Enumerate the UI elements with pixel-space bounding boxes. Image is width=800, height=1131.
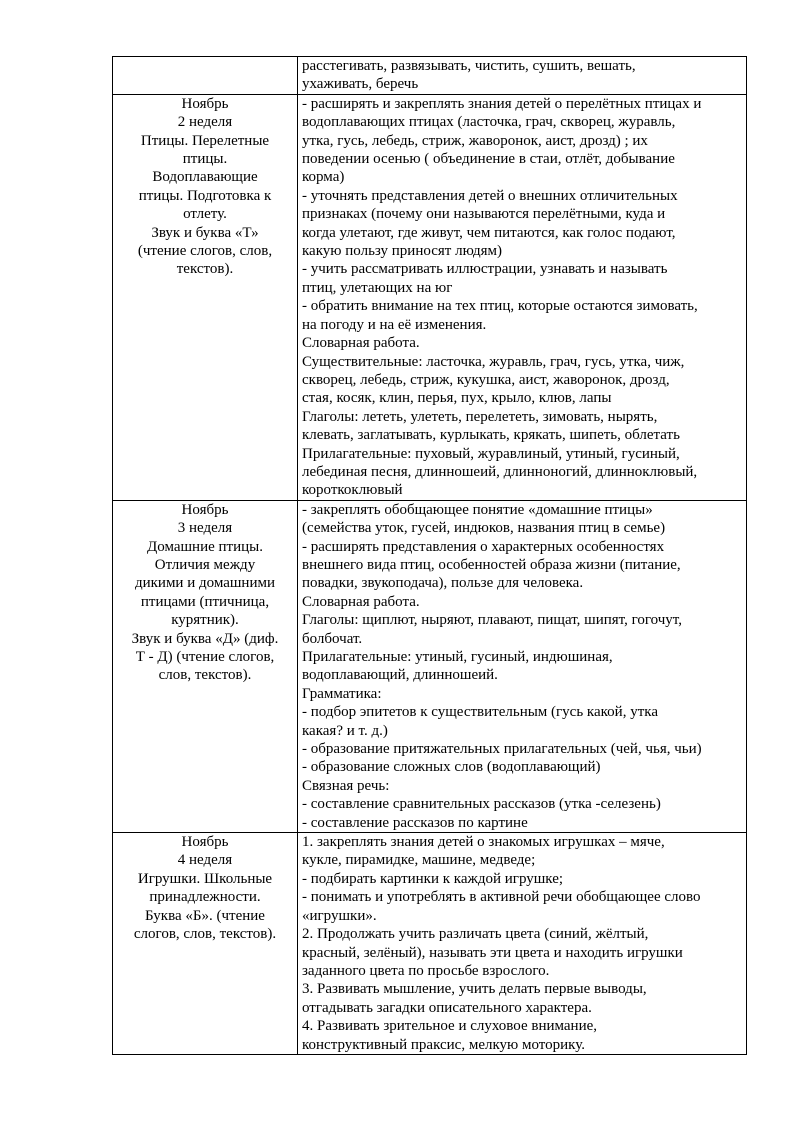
topic-line: Отличия между (154, 556, 256, 573)
topic-week: 4 неделя (177, 852, 233, 869)
topic-line: Т - Д) (чтение слогов, (135, 649, 275, 665)
content-line: - понимать и употреблять в активной речи обобщающее слово (302, 889, 701, 906)
content-line: лебединая песня, длинношеий, длинноногий, длинноклювый, (302, 463, 698, 480)
content-line: конструктивный праксис, мелкую моторику. (302, 1036, 586, 1053)
topic-line: птицы. Подготовка к (138, 187, 272, 204)
content-line: утка, гусь, лебедь, стриж, жаворонок, аист, дрозд) ; их (302, 132, 648, 149)
content-line: - подбор эпитетов к существительным (гусь какой, утка (302, 704, 658, 721)
topic-month: Ноябрь (181, 834, 229, 851)
topic-line: Звук и буква «Д» (диф. (131, 630, 279, 647)
content-line: какую пользу приносят людям) (302, 243, 503, 260)
table-row (113, 833, 747, 1055)
content-line: Связная речь: (302, 777, 390, 794)
content-line: 2. Продолжать учить различать цвета (синий, жёлтый, (302, 926, 649, 943)
content-line: короткоклювый (302, 482, 403, 499)
content-line: «игрушки». (302, 907, 377, 924)
topic-line: Домашние птицы. (147, 538, 263, 555)
content-line: - подбирать картинки к каждой игрушке; (302, 870, 564, 887)
content-line: ухаживать, беречь (302, 76, 419, 93)
content-line: отгадывать загадки описательного характера. (302, 999, 592, 1016)
content-line: на погоду и на её изменения. (302, 316, 487, 333)
content-line: Словарная работа. (302, 593, 420, 610)
content-line: (семейства уток, гусей, индюков, названия птиц в семье) (302, 520, 666, 537)
topic-line: Игрушки. Школьные (137, 870, 273, 887)
topic-line: птицами (птичница, (140, 593, 270, 610)
table-row (113, 57, 747, 95)
content-line: болбочат. (302, 630, 363, 647)
topic-line: курятник). (171, 612, 239, 629)
content-line: - учить рассматривать иллюстрации, узнавать и называть (302, 261, 668, 278)
topic-month: Ноябрь (181, 501, 229, 518)
topic-cell (113, 500, 298, 832)
table-row (113, 94, 747, 500)
content-line: - составление сравнительных рассказов (утка -селезень) (302, 796, 661, 813)
table-row (113, 500, 747, 832)
lesson-plan-table (112, 56, 747, 1055)
topic-line: Водоплавающие (152, 169, 258, 186)
topic-line: отлету. (183, 206, 227, 223)
topic-line: Звук и буква «Т» (151, 224, 259, 241)
content-line: Прилагательные: утиный, гусиный, индюшиная, (302, 649, 613, 665)
topic-line: птицы. (182, 151, 228, 168)
topic-line: слов, текстов). (158, 667, 252, 684)
content-line: Словарная работа. (302, 335, 420, 352)
content-line: Существительные: ласточка, журавль, грач, гусь, утка, чиж, (302, 353, 685, 370)
content-line: водоплавающих птицах (ласточка, грач, скворец, журавль, (302, 114, 676, 131)
content-cell (298, 500, 747, 832)
topic-week: 2 неделя (177, 114, 233, 131)
content-line: расстегивать, развязывать, чистить, сушить, вешать, (302, 58, 636, 74)
content-line: - обратить внимание на тех птиц, которые остаются зимовать, (302, 298, 698, 315)
content-line: клевать, заглатывать, курлыкать, крякать, шипеть, облетать (302, 427, 680, 444)
content-line: стая, косяк, клин, перья, пух, крыло, клюв, лапы (302, 390, 612, 407)
content-line: поведении осенью ( объединение в стаи, отлёт, добывание (302, 151, 675, 168)
content-line: 4. Развивать зрительное и слуховое внимание, (302, 1018, 598, 1035)
topic-line: текстов). (176, 261, 234, 278)
content-line: Глаголы: лететь, улететь, перелететь, зимовать, нырять, (302, 408, 658, 425)
content-line: скворец, лебедь, стриж, кукушка, аист, жаворонок, дрозд, (302, 371, 670, 388)
content-line: красный, зелёный), называть эти цвета и находить игрушки (302, 944, 683, 961)
topic-line: Птицы. Перелетные (140, 132, 270, 149)
content-line: - расширять представления о характерных особенностях (302, 538, 665, 555)
content-line: - уточнять представления детей о внешних отличительных (302, 187, 678, 204)
content-line: - закреплять обобщающее понятие «домашние птицы» (302, 501, 653, 518)
topic-week: 3 неделя (177, 520, 233, 537)
content-line: - образование сложных слов (водоплавающий) (302, 759, 601, 776)
content-line: внешнего вида птиц, особенностей образа жизни (питание, (302, 556, 681, 573)
content-line: корма) (302, 169, 345, 186)
content-line: повадки, звукоподача), пользе для человека. (302, 575, 584, 592)
content-line: - расширять и закреплять знания детей о перелётных птицах и (302, 95, 702, 112)
content-cell (298, 57, 747, 95)
content-line: когда улетают, где живут, чем питаются, как голос подают, (302, 224, 676, 241)
topic-line: слогов, слов, текстов). (133, 926, 277, 943)
topic-line: дикими и домашними (134, 575, 276, 592)
content-line: кукле, пирамидке, машине, медведе; (302, 852, 536, 869)
content-line: 3. Развивать мышление, учить делать первые выводы, (302, 981, 647, 998)
topic-cell (113, 833, 298, 1055)
content-line: признаках (почему они называются перелётными, куда и (302, 206, 666, 223)
content-line: птиц, улетающих на юг (302, 279, 453, 296)
topic-line: (чтение слогов, слов, (137, 243, 273, 260)
topic-line: принадлежности. (149, 889, 261, 906)
content-line: заданного цвета по просьбе взрослого. (302, 962, 550, 979)
content-line: какая? и т. д.) (302, 722, 388, 739)
topic-line: Буква «Б». (чтение (145, 907, 265, 924)
content-cell (298, 833, 747, 1055)
content-line: Прилагательные: пуховый, журавлиный, утиный, гусиный, (302, 445, 680, 462)
topic-cell (113, 57, 298, 95)
content-line: Глаголы: щиплют, ныряют, плавают, пищат, шипят, гогочут, (302, 612, 682, 629)
topic-cell (113, 94, 298, 500)
content-line: - составление рассказов по картине (302, 814, 528, 831)
content-cell (298, 94, 747, 500)
content-line: 1. закреплять знания детей о знакомых игрушках – мяче, (302, 834, 665, 851)
content-line: водоплавающий, длинношеий. (302, 667, 498, 684)
content-line: Грамматика: (302, 685, 382, 702)
content-line: - образование притяжательных прилагательных (чей, чья, чьи) (302, 741, 702, 758)
topic-month: Ноябрь (181, 95, 229, 112)
